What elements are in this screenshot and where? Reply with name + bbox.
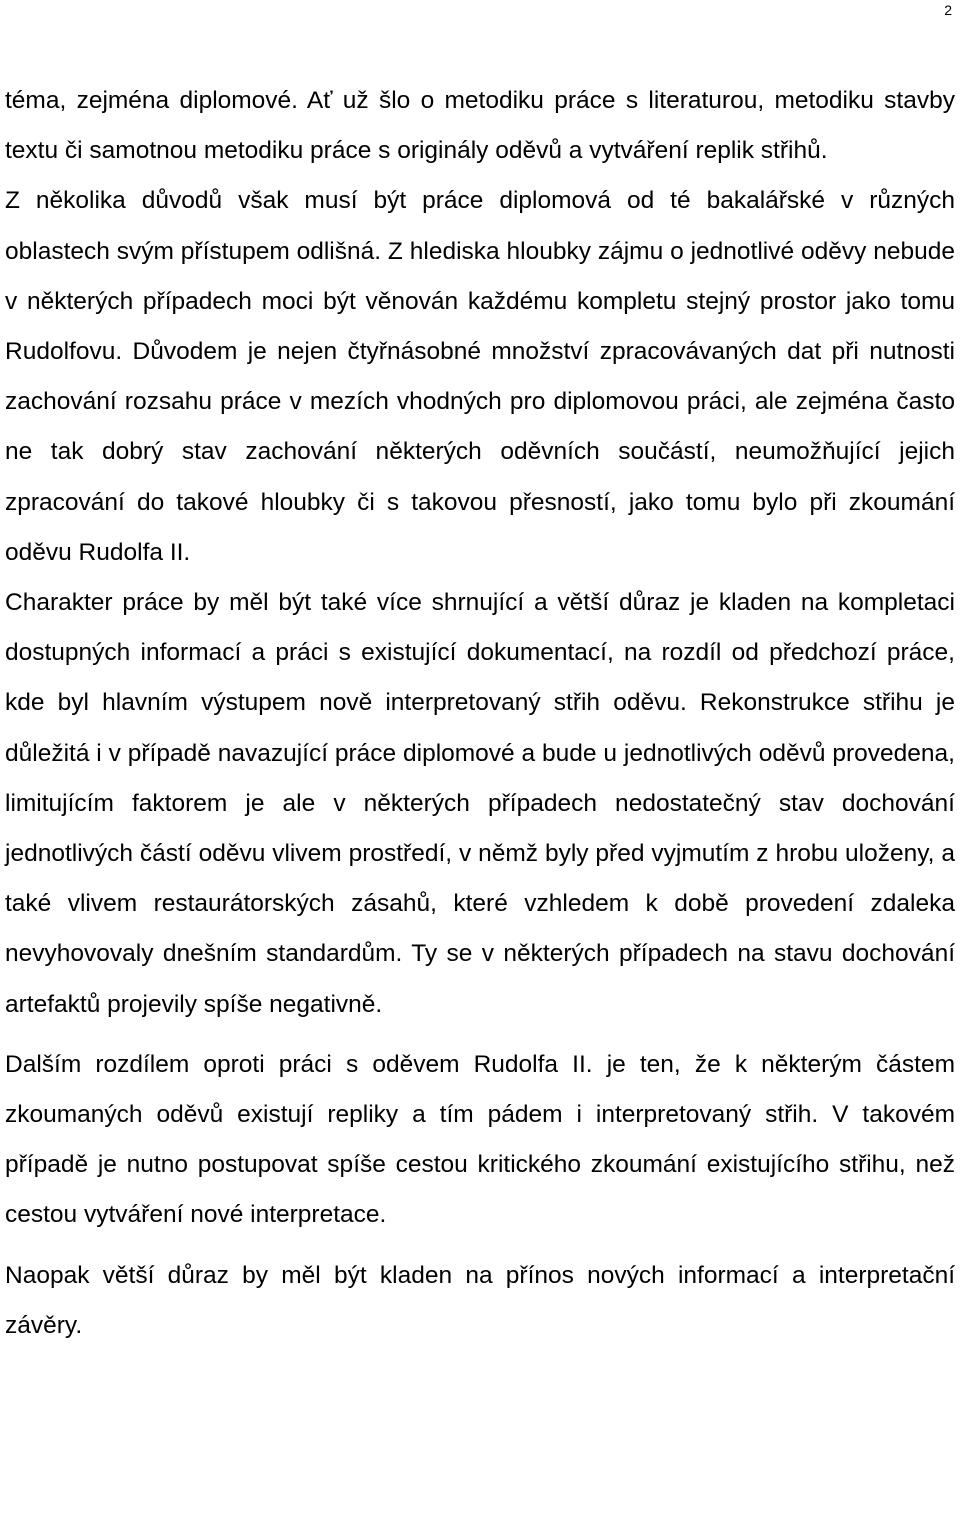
paragraph-character-of-work: Charakter práce by měl být také více shrnující a větší důraz je kladen na kompletaci dostupných informací a práci s existující dokumentací, na rozdíl od předchozí práce, kde byl hlavním výstupem nově interpretovaný střih oděvu. Rekonstrukce střihu je důležitá i v případě navazující práce diplomové a bude u jednotlivých oděvů provedena, limitujícím faktorem je ale v některých případech nedostatečný stav dochování jednotlivých částí oděvu vlivem prostředí, v němž byly před vyjmutím z hrobu uloženy, a také vlivem restaurátorských zásahů, které vzhledem k době provedení zdaleka nevyhovovaly dnešním standardům. Ty se v některých případech na stavu dochování artefaktů projevily spíše negativně. (5, 589, 955, 1018)
paragraph-replicas: Dalším rozdílem oproti práci s oděvem Rudolfa II. je ten, že k některým částem zkoumaných oděvů existují repliky a tím pádem i interpretovaný střih. V takovém případě je nutno postupovat spíše cestou kritického zkoumání existujícího střihu, než cestou vytváření nové interpretace. (5, 1050, 955, 1229)
paragraph-emphasis: Naopak větší důraz by měl být kladen na přínos nových informací a interpretační závěry. (5, 1261, 955, 1339)
paragraph-differences: Z několika důvodů však musí být práce diplomová od té bakalářské v různých oblastech svým přístupem odlišná. Z hlediska hloubky zájmu o jednotlivé oděvy nebude v některých případech moci být věnován každému kompletu stejný prostor jako tomu Rudolfovu. Důvodem je nejen čtyřnásobné množství zpracovávaných dat při nutnosti zachování rozsahu práce v mezích vhodných pro diplomovou práci, ale zejména často ne tak dobrý stav zachování některých oděvních součástí, neumožňující jejich zpracování do takové hloubky či s takovou přesností, jako tomu bylo při zkoumání oděvu Rudolfa II. (5, 187, 955, 566)
page-number: 2 (944, 2, 952, 18)
paragraph-intro-continuation: téma, zejména diplomové. Ať už šlo o metodiku práce s literaturou, metodiku stavby textu či samotnou metodiku práce s originály oděvů a vytváření replik střihů. (5, 87, 955, 165)
document-body (5, 76, 955, 1351)
